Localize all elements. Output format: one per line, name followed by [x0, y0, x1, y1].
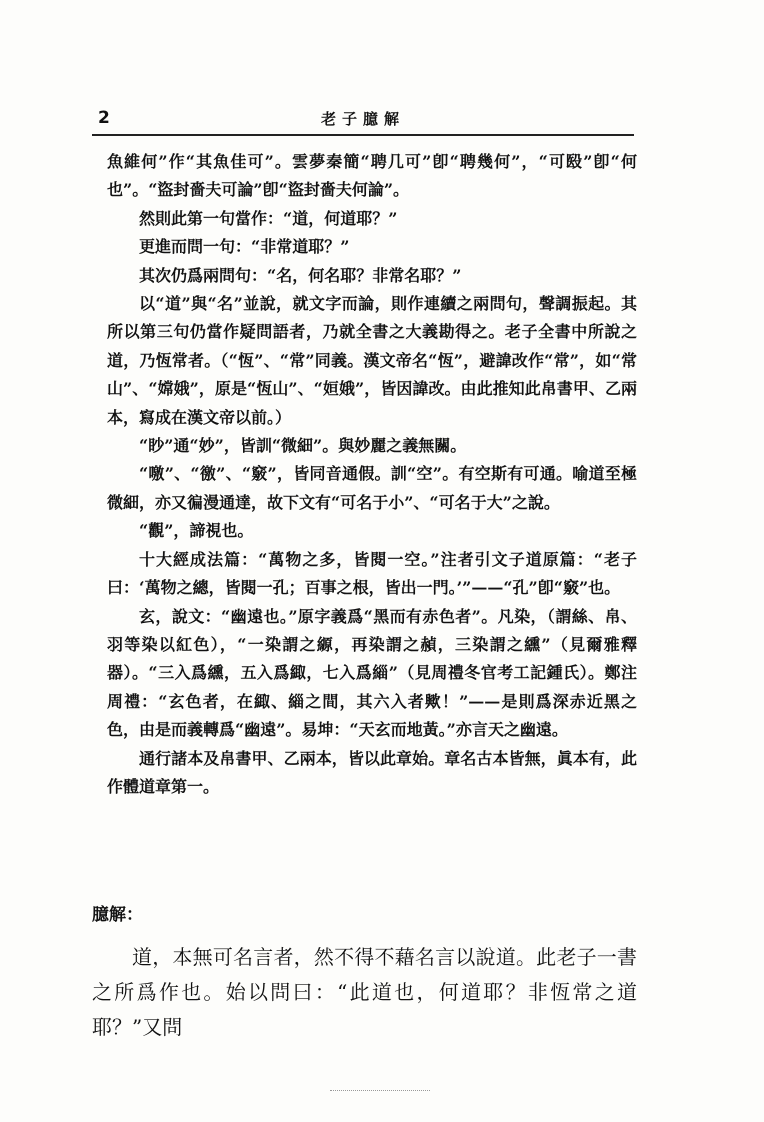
running-title: 老子臆解	[320, 110, 405, 128]
note-paragraph: 魚維何”作“其魚佳可”。雲夢秦簡“聘几可”卽“聘幾何”，“可殹”卽“何也”。“盜封嗇夫可論”卽“盜封嗇夫何論”。	[107, 152, 637, 200]
scan-artifact	[330, 1090, 430, 1092]
section-heading: 臆解：	[92, 905, 143, 925]
header-rule	[92, 134, 634, 136]
note-paragraph: 更進而問一句：“非常道耶？”	[139, 237, 350, 257]
note-paragraph: 然則此第一句當作：“道，何道耶？”	[139, 208, 398, 228]
note-paragraph: “眇”通“妙”，皆訓“微細”。與妙麗之義無關。	[139, 436, 467, 456]
notes-section	[107, 148, 637, 801]
note-paragraph: 十大經成法篇：“萬物之多，皆閱一空。”注者引文子道原篇：“老子曰：‘萬物之總，皆閱一孔；百事之根，皆出一門。’”——“孔”卽“竅”也。	[107, 549, 637, 598]
commentary-section	[92, 940, 637, 1045]
note-paragraph: 玄，說文：“幽遠也。”原字義爲“黑而有赤色者”。凡染，（謂絲、帛、羽等染以紅色），“一染謂之縓，再染謂之赬，三染謂之纁”（見爾雅釋器）。“三入爲纁，五入爲緅，七入爲緇”（見周禮冬官考工記鍾氏）。鄭注周禮：“玄色者，在緅、緇之間，其六入者歟！”——是則爲深赤近黑之色，由是而義轉爲“幽遠”。易坤：“天玄而地黃。”亦言天之幽遠。	[107, 606, 637, 740]
page-number: 2	[98, 108, 110, 128]
note-paragraph: 通行諸本及帛書甲、乙兩本，皆以此章始。章名古本皆無，眞本有，此作體道章第一。	[107, 748, 637, 796]
note-paragraph: 以“道”與“名”並說，就文字而論，則作連續之兩問句，聲調振起。其所以第三句仍當作疑問語者，乃就全書之大義勘得之。老子全書中所說之道，乃恆常者。（“恆”、“常”同義。漢文帝名“恆”，避諱改作“常”，如“常山”、“嫦娥”，原是“恆山”、“姮娥”，皆因諱改。由此推知此帛書甲、乙兩本，寫成在漢文帝以前。）	[107, 294, 637, 427]
commentary-paragraph: 道，本無可名言者，然不得不藉名言以說道。此老子一書之所爲作也。始以問曰：“此道也，何道耶？非恆常之道耶？”又問	[92, 945, 637, 1039]
note-paragraph: “觀”，諦視也。	[139, 521, 254, 541]
note-paragraph: “噭”、“徼”、“竅”，皆同音通假。訓“空”。有空斯有可通。喻道至極微細，亦又徧漫通達，故下文有“可名于小”、“可名于大”之說。	[107, 464, 637, 512]
note-paragraph: 其次仍爲兩問句：“名，何名耶？非常名耶？”	[139, 265, 462, 285]
page-header	[92, 106, 634, 132]
